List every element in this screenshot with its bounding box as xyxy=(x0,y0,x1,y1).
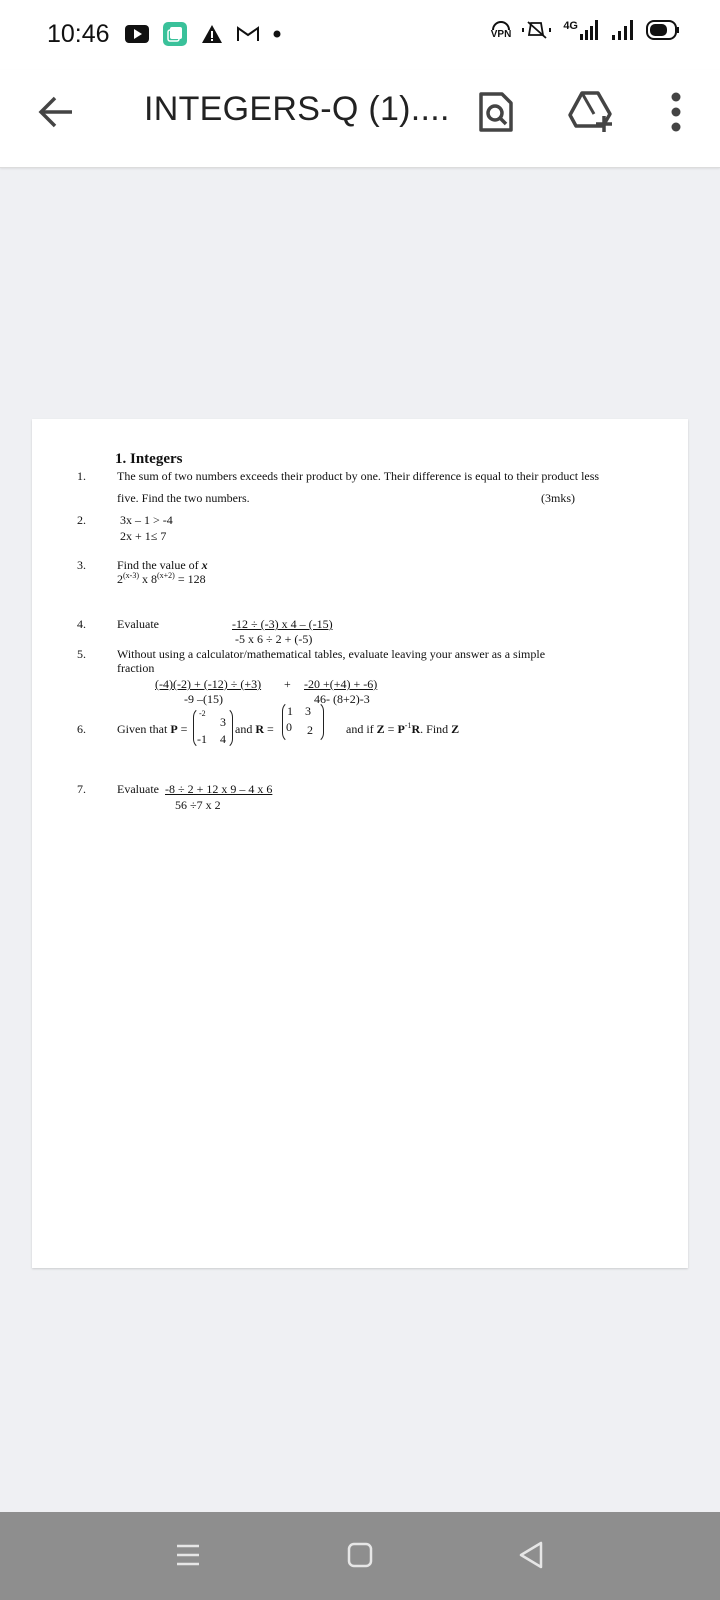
mobile-data-indicator xyxy=(563,20,602,40)
q5-frac2-denominator: 46- (8+2)-3 xyxy=(314,692,370,706)
q1-text-line1: The sum of two numbers exceeds their product by one. Their difference is equal to their product less xyxy=(117,469,600,483)
q1-text-line2: five. Find the two numbers. xyxy=(117,491,250,505)
matrix-r-11: 1 xyxy=(287,704,293,718)
q6-and-if: and if xyxy=(346,722,374,736)
q3-exponent1: (x-3) xyxy=(123,571,139,580)
q5-plus: + xyxy=(284,677,291,691)
system-navigation-bar xyxy=(0,1512,720,1600)
q3-equation xyxy=(117,572,206,587)
q3-number: 3. xyxy=(77,558,86,572)
network-type-label: 4G xyxy=(563,20,578,32)
q3-exponent2: (x+2) xyxy=(157,571,175,580)
q5-line1: Without using a calculator/mathematical tables, evaluate leaving your answer as a simple xyxy=(117,647,546,661)
matrix-p-12: 3 xyxy=(220,715,226,729)
section-heading: 1. Integers xyxy=(115,451,183,467)
signal-icon-2 xyxy=(612,20,636,40)
q6-given-text xyxy=(117,722,187,737)
search-in-document-icon[interactable] xyxy=(478,91,514,133)
q6-r-symbol: R xyxy=(255,722,264,736)
matrix-p-11: -2 xyxy=(199,709,206,718)
q7-denominator: 56 ÷7 x 2 xyxy=(175,798,221,812)
vpn-icon xyxy=(491,21,512,40)
system-icons xyxy=(491,20,680,40)
warning-icon xyxy=(201,24,223,44)
more-options-icon[interactable] xyxy=(668,92,684,132)
dot-icon xyxy=(273,30,281,38)
q3-variable: x xyxy=(201,558,208,572)
q6-find: . Find xyxy=(420,722,449,736)
matrix-p-21: -1 xyxy=(197,732,207,746)
q3-base1: 2 xyxy=(117,572,123,586)
recent-apps-icon[interactable] xyxy=(175,1542,201,1568)
q3-mid: x 8 xyxy=(139,572,157,586)
q4-numerator: -12 ÷ (-3) x 4 – (-15) xyxy=(232,617,333,631)
q1-number: 1. xyxy=(77,469,86,483)
q5-frac2-numerator: -20 +(+4) + -6) xyxy=(304,677,378,691)
mute-icon xyxy=(521,20,553,40)
matrix-r-12: 3 xyxy=(305,704,311,718)
document-title: INTEGERS-Q (1).... xyxy=(144,90,450,128)
matrix-p-22: 4 xyxy=(220,732,226,746)
q4-number: 4. xyxy=(77,617,86,631)
q1-marks: (3mks) xyxy=(541,491,575,505)
notification-icons xyxy=(125,22,281,46)
matrix-r-21: 0 xyxy=(286,720,292,734)
q6-equals-1: = xyxy=(177,722,188,736)
app-notification-icon xyxy=(163,22,187,46)
gmail-icon xyxy=(237,26,259,42)
vpn-label: VPN xyxy=(490,28,512,40)
matrix-r-22: 2 xyxy=(307,723,313,737)
q6-r-symbol-2: R xyxy=(411,722,421,736)
q5-frac1-denominator: -9 –(15) xyxy=(184,692,223,706)
q7-numerator: -8 ÷ 2 + 12 x 9 – 4 x 6 xyxy=(165,782,273,796)
q4-denominator: -5 x 6 ÷ 2 + (-5) xyxy=(235,632,313,646)
q2-number: 2. xyxy=(77,513,86,527)
back-arrow-icon[interactable] xyxy=(36,92,76,132)
q6-given: Given that xyxy=(117,722,168,736)
q6-z-symbol-2: Z xyxy=(451,722,460,736)
signal-icon-1 xyxy=(580,20,602,40)
q6-find-text: and if $Z = P^{-1}R$. Find Z xyxy=(346,721,460,736)
q6-and: and xyxy=(235,722,253,736)
q6-inverse-exponent: -1 xyxy=(404,721,412,730)
status-bar xyxy=(0,0,720,70)
q7-label: Evaluate xyxy=(117,782,159,796)
document-page xyxy=(32,419,688,1268)
back-nav-icon[interactable] xyxy=(518,1540,544,1570)
youtube-icon xyxy=(125,25,149,43)
q6-number: 6. xyxy=(77,722,86,736)
q2-line2: 2x + 1≤ 7 xyxy=(120,529,167,543)
q5-line2: fraction xyxy=(117,661,155,675)
app-bar xyxy=(0,70,720,168)
q6-p-inverse-symbol: P xyxy=(397,722,405,736)
q6-p-symbol: P xyxy=(170,722,178,736)
q6-and-r-text xyxy=(235,722,274,737)
status-time: 10:46 xyxy=(47,20,110,48)
q3-prompt: Find the value of xyxy=(117,558,199,572)
battery-icon xyxy=(646,20,680,40)
q7-number: 7. xyxy=(77,782,86,796)
q3-rhs: = 128 xyxy=(174,572,206,586)
q6-equals-2: = xyxy=(264,722,274,736)
add-to-drive-icon[interactable] xyxy=(568,90,616,132)
q2-line1: 3x – 1 > -4 xyxy=(120,513,173,527)
q6-z-symbol: Z xyxy=(376,722,385,736)
q5-number: 5. xyxy=(77,647,86,661)
q5-frac1-numerator: (-4)(-2) + (-12) ÷ (+3) xyxy=(155,677,262,691)
home-icon[interactable] xyxy=(347,1542,373,1568)
q4-label: Evaluate xyxy=(117,617,159,631)
